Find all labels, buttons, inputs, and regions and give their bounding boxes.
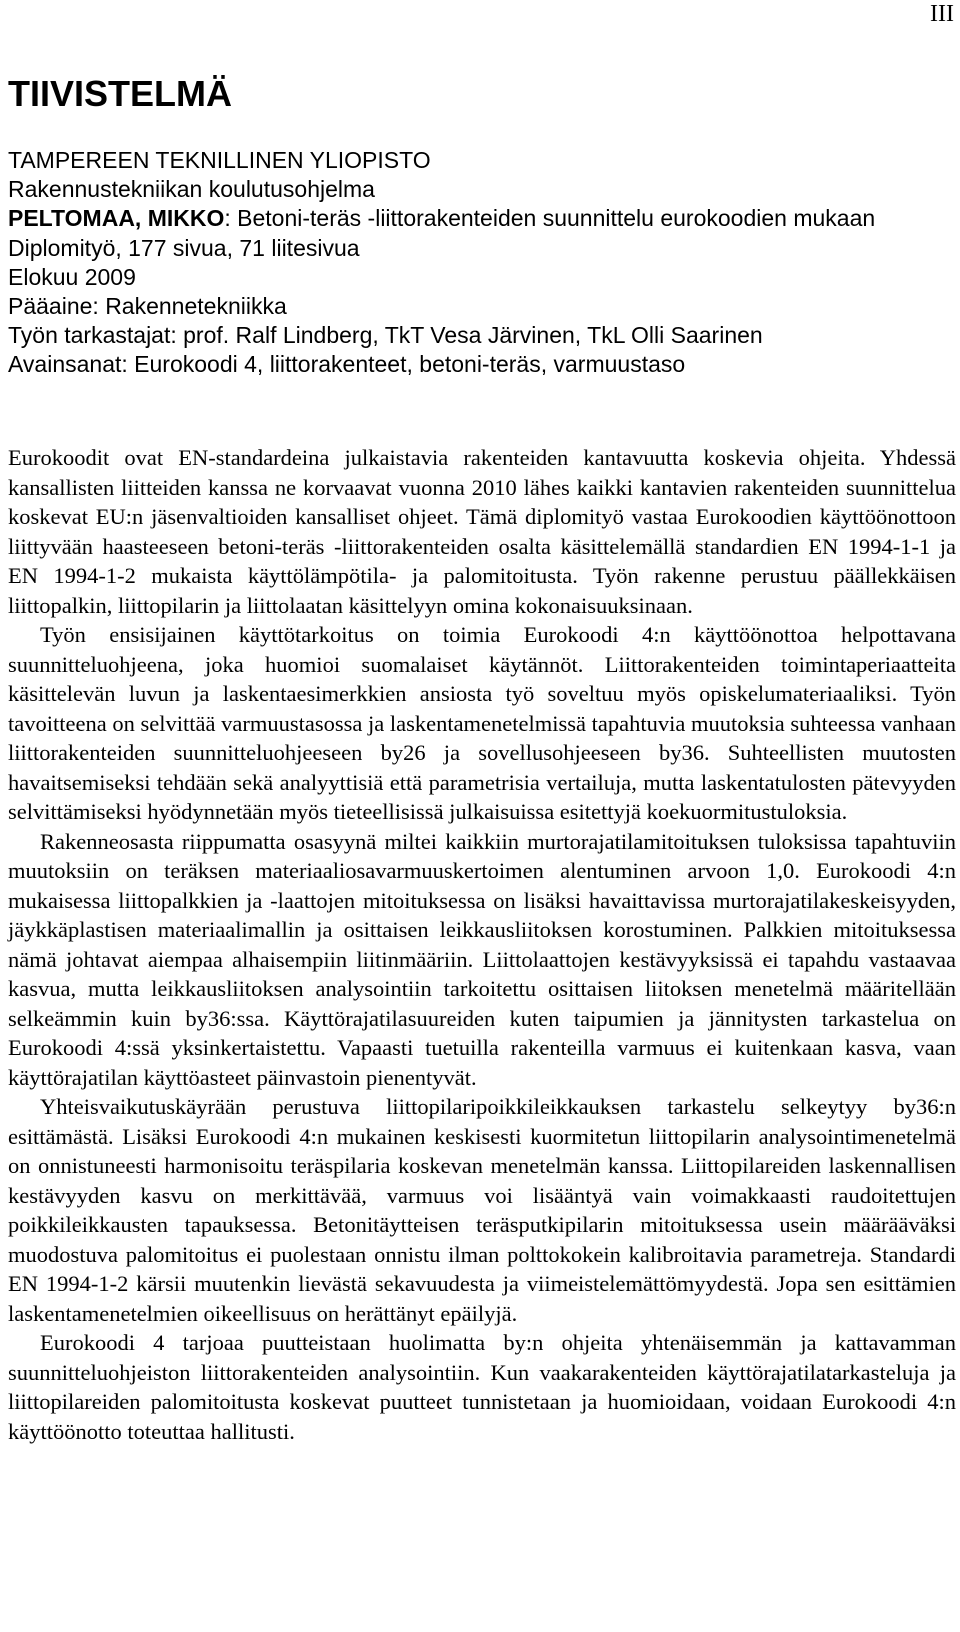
- keywords: Avainsanat: Eurokoodi 4, liittorakenteet, betoni-teräs, varmuustaso: [8, 351, 686, 378]
- abstract-paragraph-1: Eurokoodit ovat EN-standardeina julkaistavia rakenteiden kantavuutta koskevia ohjeita. Yhdessä kansallisten liitteiden kanssa ne korvaavat vuonna 2010 lähes kaikki kantavien rakenteiden suunnittelua koskevat EU:n jäsenvaltioiden kansalliset ohjeet. Tämä diplomityö vastaa Eurokoodien käyttöönottoon liittyvään haasteeseen betoni-teräs -liittorakenteiden osalta käsittelemällä standardien EN 1994-1-1 ja EN 1994-1-2 mukaista käyttölämpötila- ja palomitoitusta. Työn rakenne perustuu päällekkäisen liittopalkin, liittopilarin ja liittolaatan käsittelyyn omina kokonaisuuksinaan.: [8, 445, 956, 618]
- page-number: III: [930, 1, 954, 27]
- thesis-title: : Betoni-teräs -liittorakenteiden suunnittelu eurokoodien mukaan: [224, 205, 876, 232]
- thesis-date: Elokuu 2009: [8, 263, 136, 290]
- abstract-metadata: [8, 146, 948, 380]
- author-and-title: [8, 204, 908, 233]
- university-name: TAMPEREEN TEKNILLINEN YLIOPISTO: [8, 147, 431, 173]
- examiners: Työn tarkastajat: prof. Ralf Lindberg, TkT Vesa Järvinen, TkL Olli Saarinen: [8, 322, 763, 349]
- degree-programme: Rakennustekniikan koulutusohjelma: [8, 176, 375, 203]
- abstract-paragraph-2: Työn ensisijainen käyttötarkoitus on toimia Eurokoodi 4:n käyttöönottoa helpottavana suunnitteluohjeena, joka huomioi suomalaiset käytännöt. Liittorakenteiden toimintaperiaatteita käsittelevän luvun ja laskentaesimerkkien ansiosta työ soveltuu myös opiskelumateriaaliksi. Työn tavoitteena on selvittää varmuustasossa ja laskentamenetelmissä tapahtuvia muutoksia suhteessa vanhaan liittorakenteiden suunnitteluohjeeseen by26 ja sovellusohjeeseen by36. Suhteellisten muutosten havaitsemiseksi tehdään sekä analyyttisiä että parametrisia vertailuja, mutta laskentatulosten pätevyyden selvittämiseksi hyödynnetään myös tieteellisissä julkaisuissa esitettyjä koekuormitustuloksia.: [8, 622, 956, 824]
- abstract-paragraph-5: Eurokoodi 4 tarjoaa puutteistaan huolimatta by:n ohjeita yhtenäisemmän ja kattavamman suunnitteluohjeiston liittorakenteiden analysointiin. Kun vaakarakenteiden käyttörajatilatarkasteluja ja liittopilareiden palomitoitusta koskevat puutteet tunnistetaan ja huomioidaan, voidaan Eurokoodi 4:n käyttöönotto toteuttaa hallitusti.: [8, 1330, 956, 1444]
- abstract-paragraph-4: Yhteisvaikutuskäyrään perustuva liittopilaripoikkileikkauksen tarkastelu selkeytyy by36:n esittämästä. Lisäksi Eurokoodi 4:n mukainen keskisesti kuormitetun liittopilarin analysointimenetelmä on onnistuneesti harmonisoitu teräspilaria koskevan menetelmän kanssa. Liittopilareiden laskennallisen kestävyyden kasvu on merkittävää, varmuus voi lisääntyä vain voimakkaasti raudoitettujen poikkileikkausten tapauksessa. Betonitäytteisen teräsputkipilarin mitoituksessa usein määrääväksi muodostuva palomitoitus ei puolestaan onnistu ilman polttokokein kalibroitavia parametreja. Standardi EN 1994-1-2 kärsii muutenkin lievästä sekavuudesta ja viimeistelemättömyydestä. Jopa sen esittämien laskentamenetelmien oikeellisuus on herättänyt epäilyjä.: [8, 1094, 956, 1326]
- author-name: PELTOMAA, MIKKO: [8, 205, 225, 232]
- abstract-body: [8, 443, 956, 1446]
- abstract-paragraph-3: Rakenneosasta riippumatta osasyynä miltei kaikkiin murtorajatilamitoituksen tuloksissa tapahtuviin muutoksiin on teräksen materiaaliosavarmuuskertoimen alentuminen arvoon 1,0. Eurokoodi 4:n mukaisessa liittopalkkien ja -laattojen mitoituksessa on lisäksi havaittavissa murtorajatilakeskeisyyden, jäykkäplastisen materiaalimallin ja osittaisen leikkausliitoksen korostuminen. Palkkien mitoituksessa nämä johtavat aiempaa alhaisempiin liitinmääriin. Liittolaattojen kestävyyksissä ei tapahdu vastaavaa kasvua, mutta leikkausliitoksen analysointiin tarkoitettu osittaisen liitoksen menetelmä määritellään selkeämmin kuin by36:ssa. Käyttörajatilasuureiden kuten taipumien ja jännitysten tarkastelua on Eurokoodi 4:ssä yksinkertaistettu. Vapaasti tuetuilla rakenteilla varmuus ei kuitenkaan kasva, vaan käyttörajatilan käyttöasteet päinvastoin pienentyvät.: [8, 828, 956, 1090]
- page-title: TIIVISTELMÄ: [8, 73, 232, 114]
- major-subject: Pääaine: Rakennetekniikka: [8, 293, 287, 320]
- page-count: Diplomityö, 177 sivua, 71 liitesivua: [8, 234, 360, 261]
